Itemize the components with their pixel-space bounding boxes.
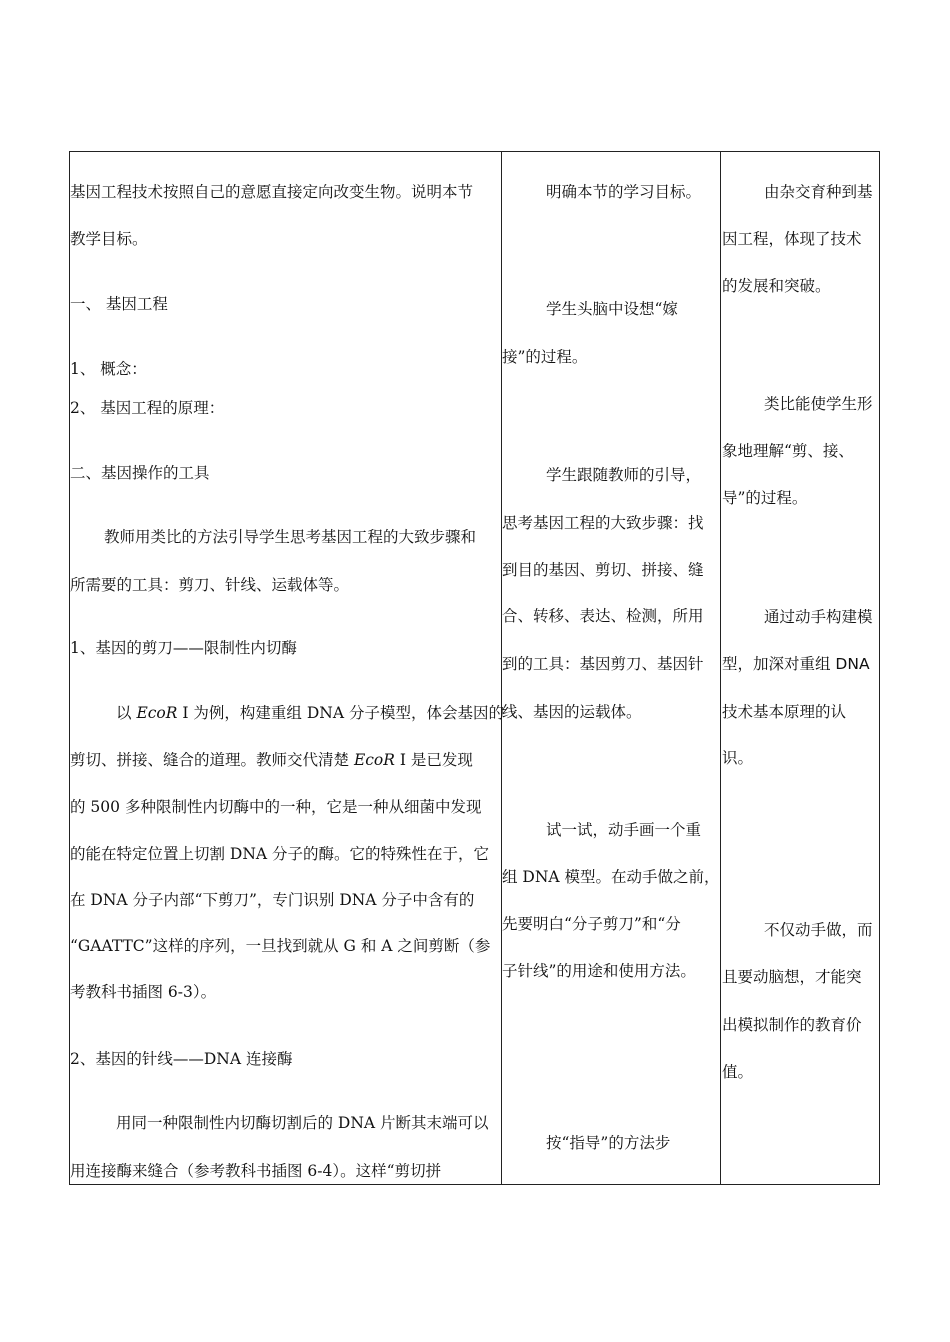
paragraph-ecori-line-2 (70, 750, 473, 770)
paragraph-analogy-line-1: 教师用类比的方法引导学生思考基因工程的大致步骤和 (104, 528, 477, 546)
paragraph-ligase-line-1: 用同一种限制性内切酶切割后的 DNA 片断其末端可以 (116, 1114, 489, 1132)
italic-ecor: EcoR (353, 751, 395, 769)
intro-line-2: 教学目标。 (70, 230, 148, 248)
intent-analogy-line-2: 象地理解“剪、接、 (722, 442, 854, 460)
activity-steps-line-2: 思考基因工程的大致步骤：找 (502, 514, 704, 532)
intent-model-line-3: 技术基本原理的认 (722, 703, 847, 721)
intent-think-line-2: 且要动脑想，才能突 (722, 968, 862, 986)
intent-think-line-3: 出模拟制作的教育价 (722, 1016, 862, 1034)
paragraph-ecori-line-6: “GAATTC”这样的序列，一旦找到就从 G 和 A 之间剪断（参 (70, 937, 491, 955)
intro-line-1: 基因工程技术按照自己的意愿直接定向改变生物。说明本节 (70, 183, 474, 201)
intent-progress-line-1: 由杂交育种到基 (764, 183, 873, 201)
activity-model-line-1: 试一试，动手画一个重 (546, 821, 702, 839)
intent-model-line-1: 通过动手构建模 (764, 608, 873, 626)
intent-progress-line-3: 的发展和突破。 (722, 277, 831, 295)
intent-model-line-2: 型，加深对重组 DNA (722, 655, 870, 673)
italic-ecor: EcoR (136, 704, 178, 722)
paragraph-ecori-line-1 (116, 703, 504, 723)
paragraph-ecori-line-7: 考教科书插图 6-3）。 (70, 983, 217, 1001)
activity-model-line-2: 组 DNA 模型。在动手做之前， (502, 868, 720, 886)
activity-steps-line-1: 学生跟随教师的引导， (546, 466, 702, 484)
paragraph-analogy-line-2: 所需要的工具：剪刀、针线、运载体等。 (70, 576, 350, 594)
intent-think-line-4: 值。 (722, 1063, 754, 1081)
activity-goal: 明确本节的学习目标。 (546, 183, 702, 201)
text-fragment: 剪切、拼接、缝合的道理。教师交代清楚 (70, 751, 354, 769)
activity-graft-line-2: 接”的过程。 (502, 348, 588, 366)
activity-steps-line-5: 到的工具：基因剪刀、基因针 (502, 655, 704, 673)
paragraph-ecori-line-5: 在 DNA 分子内部“下剪刀”，专门识别 DNA 分子中含有的 (70, 891, 475, 909)
item-concept: 1、 概念： (70, 360, 147, 378)
activity-model-line-4: 子针线”的用途和使用方法。 (502, 962, 696, 980)
paragraph-ligase-line-2: 用连接酶来缝合（参考教科书插图 6-4）。这样“剪切拼 (70, 1162, 442, 1180)
text-fragment: 以 (116, 704, 137, 722)
activity-steps-line-6: 线、基因的运载体。 (502, 703, 642, 721)
text-fragment: I 是已发现 (394, 751, 473, 769)
subheading-gene-needle: 2、基因的针线——DNA 连接酶 (70, 1050, 293, 1068)
item-principle: 2、 基因工程的原理： (70, 399, 225, 417)
section-heading-gene-engineering: 一、 基因工程 (70, 295, 168, 313)
paragraph-ecori-line-4: 的能在特定位置上切割 DNA 分子的酶。它的特殊性在于，它 (70, 845, 490, 863)
activity-guide: 按“指导”的方法步 (546, 1134, 671, 1152)
intent-think-line-1: 不仅动手做，而 (764, 921, 873, 939)
text-fragment: I 为例，构建重组 DNA 分子模型，体会基因的 (177, 704, 504, 722)
column-divider-2 (720, 152, 721, 1184)
activity-steps-line-3: 到目的基因、剪切、拼接、缝 (502, 561, 704, 579)
activity-model-line-3: 先要明白“分子剪刀”和“分 (502, 915, 681, 933)
paragraph-ecori-line-3: 的 500 多种限制性内切酶中的一种，它是一种从细菌中发现 (70, 798, 482, 816)
activity-steps-line-4: 合、转移、表达、检测，所用 (502, 607, 704, 625)
activity-graft-line-1: 学生头脑中设想“嫁 (546, 300, 678, 318)
section-heading-tools: 二、基因操作的工具 (70, 464, 210, 482)
subheading-gene-scissors: 1、基因的剪刀——限制性内切酶 (70, 639, 297, 657)
intent-progress-line-2: 因工程，体现了技术 (722, 230, 862, 248)
intent-analogy-line-3: 导”的过程。 (722, 489, 808, 507)
intent-analogy-line-1: 类比能使学生形 (764, 395, 873, 413)
intent-model-line-4: 识。 (722, 749, 754, 767)
